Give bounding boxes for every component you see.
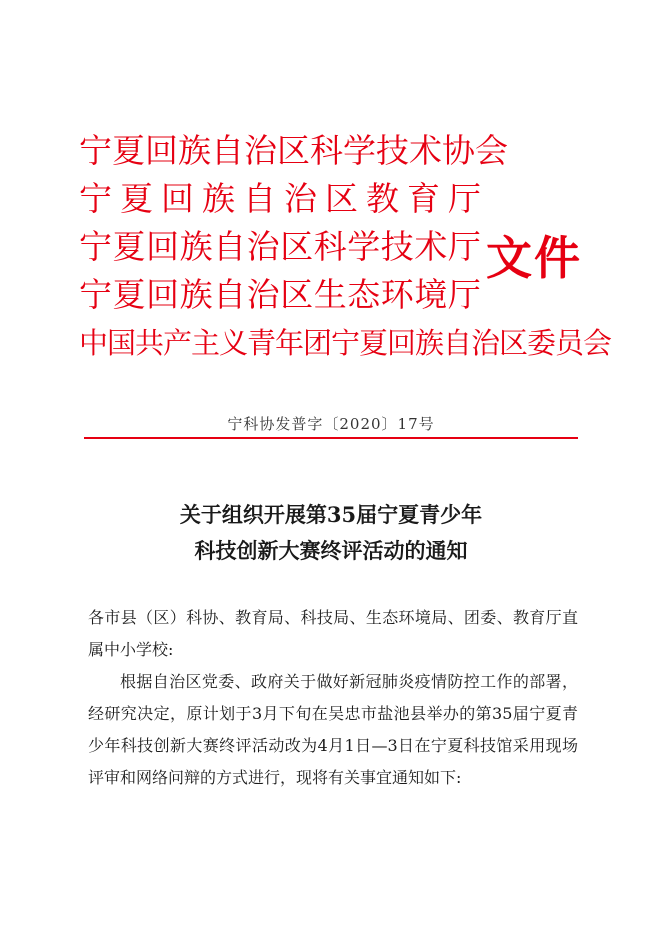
issuer-char: 族 — [179, 275, 213, 314]
issuer-char: 学 — [347, 227, 381, 266]
issuer-line-5: 中国共产主义青年团宁夏回族自治区委员会 — [79, 326, 612, 360]
issuer-char: 术 — [414, 227, 448, 266]
issuer-char: 会 — [475, 131, 508, 170]
issuer-char: 态 — [347, 275, 381, 314]
issuer-char: 宁 — [79, 275, 112, 314]
issuer-char: 区 — [277, 131, 310, 170]
issuer-char: 育 — [407, 179, 440, 218]
issuer-char: 宁 — [79, 131, 112, 170]
issuer-char: 治 — [246, 227, 280, 266]
issuer-char: 环 — [380, 275, 414, 314]
issuer-char: 宁 — [79, 227, 112, 266]
issuer-char: 回 — [146, 275, 180, 314]
issuer-char: 自 — [211, 131, 244, 170]
issuer-line-1 — [79, 127, 508, 175]
issuer-char: 族 — [178, 131, 211, 170]
issuer-char: 自 — [213, 275, 247, 314]
issuer-char: 族 — [202, 179, 235, 218]
issuer-char: 夏 — [112, 227, 146, 266]
issuer-char: 治 — [244, 131, 277, 170]
issuer-line-2 — [79, 175, 481, 223]
issuer-char: 宁 — [79, 179, 112, 218]
issuer-char: 自 — [243, 179, 276, 218]
issuer-char: 族 — [179, 227, 213, 266]
issuer-char: 技 — [376, 131, 409, 170]
issuer-char: 夏 — [120, 179, 153, 218]
notice-body — [88, 602, 578, 794]
issuer-line-3 — [79, 223, 481, 271]
issuer-line-4 — [79, 271, 481, 319]
recipients-paragraph: 各市县（区）科协、教育局、科技局、生态环境局、团委、教育厅直属中小学校: — [88, 608, 578, 659]
issuer-char: 厅 — [448, 179, 481, 218]
issuer-char: 科 — [313, 227, 347, 266]
issuer-char: 生 — [313, 275, 347, 314]
issuer-char: 回 — [161, 179, 194, 218]
document-label: 文件 — [486, 231, 582, 285]
issuer-char: 教 — [366, 179, 399, 218]
issuer-char: 技 — [380, 227, 414, 266]
issuer-char: 治 — [246, 275, 280, 314]
issuer-char: 回 — [145, 131, 178, 170]
title-line-2: 科技创新大赛终评活动的通知 — [194, 538, 468, 563]
issuer-char: 区 — [325, 179, 358, 218]
issuer-char: 自 — [213, 227, 247, 266]
issuer-char: 回 — [146, 227, 180, 266]
issuer-char: 区 — [280, 227, 314, 266]
issuer-char: 区 — [280, 275, 314, 314]
issuer-char: 夏 — [112, 275, 146, 314]
issuer-char: 科 — [310, 131, 343, 170]
issuer-char: 术 — [409, 131, 442, 170]
issuer-char: 学 — [343, 131, 376, 170]
issuer-char: 治 — [284, 179, 317, 218]
issuer-char: 厅 — [447, 275, 481, 314]
issuer-char: 厅 — [447, 227, 481, 266]
document-number: 宁科协发普字〔2020〕17号 — [227, 415, 435, 433]
red-divider-line — [84, 437, 578, 439]
issuer-char: 境 — [414, 275, 448, 314]
title-line-1: 关于组织开展第35届宁夏青少年 — [179, 502, 483, 527]
issuer-char: 协 — [442, 131, 475, 170]
notice-title — [0, 497, 662, 569]
body-paragraph-1: 根据自治区党委、政府关于做好新冠肺炎疫情防控工作的部署，经研究决定，原计划于3月下旬在吴忠市盐池县举办的第35届宁夏青少年科技创新大赛终评活动改为4月1日—3日在宁夏科技馆采用现场评审和网络问辩的方式进行，现将有关事宜通知如下: — [88, 672, 578, 787]
issuer-char: 夏 — [112, 131, 145, 170]
